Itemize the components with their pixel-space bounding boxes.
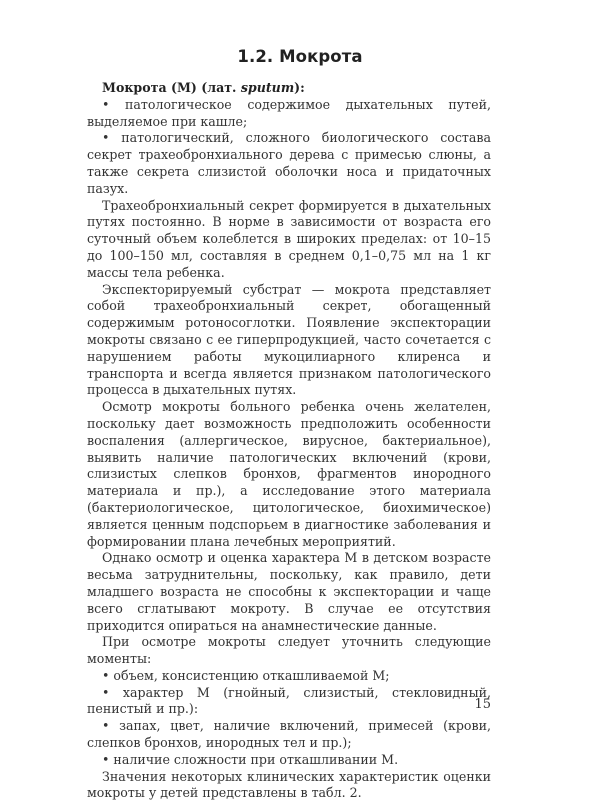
section-heading: 1.2. Мокрота xyxy=(237,47,363,66)
checklist-bullet-2: • характер М (гнойный, слизистый, стекловидный, пенистый и пр.): xyxy=(87,684,491,717)
definition-heading-latin: sputum xyxy=(240,80,295,95)
paragraph-table-reference: Значения некоторых клинических характеристик оценки мокроты у детей представлены в табл. 2. xyxy=(87,768,491,801)
checklist-bullet-3: • запах, цвет, наличие включений, примесей (крови, слепков бронхов, инородных тел и пр.); xyxy=(87,718,491,751)
paragraph-expectoration: Экспекторируемый субстрат — мокрота представляет собой трахеобронхиальный секрет, обогащенный содержимым ротоносоглотки. Появление экспекторации мокроты связано с ее гиперпродукцией, часто сочетается с нарушением работы мукоцилиарного клиренса и транспорта и всегда является признаком патологического процесса в дыхательных путях. xyxy=(87,281,491,398)
definition-heading-suffix: ): xyxy=(294,80,305,95)
checklist-bullet-4: • наличие сложности при откашливании М. xyxy=(102,751,399,767)
definition-heading xyxy=(87,80,491,97)
paragraph-secretion: Трахеобронхиальный секрет формируется в дыхательных путях постоянно. В норме в зависимости от возраста его суточный объем колеблется в широких пределах: от 10–15 до 100–150 мл, составляя в среднем 0,1–0,75 мл на 1 кг массы тела ребенка. xyxy=(87,197,491,280)
definition-heading-prefix: Мокрота (М) (лат. xyxy=(102,80,241,95)
paragraph-examination: Осмотр мокроты больного ребенка очень желателен, поскольку дает возможность предположить особенности воспаления (аллергическое, вирусное, бактериальное), выявить наличие патологических включений (крови, слизистых слепков бронхов, фрагментов инородного материала и пр.), а исследование этого материала (бактериологическое, цитологическое, биохимическое) является ценным подспорьем в диагностике заболевания и формировании плана лечебных мероприятий. xyxy=(87,399,491,549)
definition-bullet-1: • патологическое содержимое дыхательных путей, выделяемое при кашле; xyxy=(87,96,491,129)
checklist-bullet-1: • объем, консистенцию откашливаемой М; xyxy=(102,667,390,683)
page-number: 15 xyxy=(474,697,491,712)
paragraph-difficulty: Однако осмотр и оценка характера М в детском возрасте весьма затруднительны, поскольку, как правило, дети младшего возраста не способны к экспекторации и чаще всего сглатывают мокроту. В случае ее отсутствия приходится опираться на анамнестические данные. xyxy=(87,550,491,633)
paragraph-checklist-intro: При осмотре мокроты следует уточнить следующие моменты: xyxy=(87,634,491,667)
body-text xyxy=(87,80,491,802)
definition-bullet-2: • патологический, сложного биологического состава секрет трахеобронхиального дерева с примесью слюны, а также секрета слизистой оболочки носа и придаточных пазух. xyxy=(87,130,491,196)
